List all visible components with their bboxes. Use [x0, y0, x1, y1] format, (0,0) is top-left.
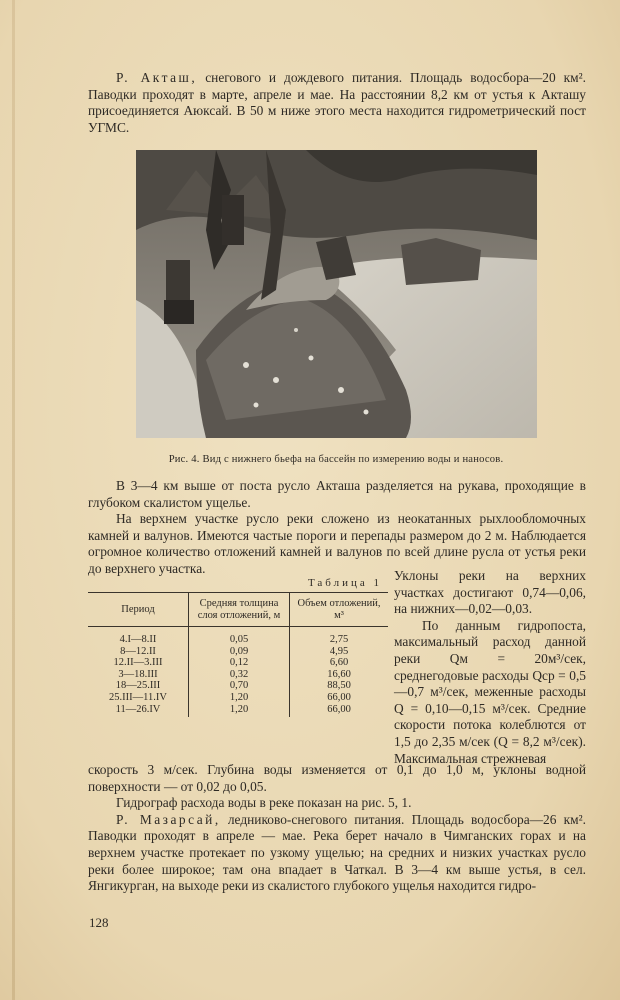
- cell-volume: 2,75: [290, 627, 389, 646]
- table-row: [88, 669, 388, 681]
- cell-volume: 16,60: [290, 669, 389, 681]
- side-column: [394, 568, 586, 767]
- cell-period: 3—18.III: [118, 668, 158, 680]
- cell-thickness: 0,09: [189, 646, 290, 658]
- figure-caption: Рис. 4. Вид с нижнего бьефа на бассейн по измерению воды и наносов.: [168, 454, 504, 465]
- cell-volume: 66,00: [290, 704, 389, 718]
- cell-period: 18—25.III: [115, 680, 161, 692]
- table-row: [88, 657, 388, 669]
- deposits-table: [88, 577, 388, 717]
- cell-thickness: 0,12: [189, 657, 290, 669]
- cell-period: 12.II—3.III: [113, 657, 163, 669]
- header-period: Период: [88, 593, 189, 627]
- paragraphs-lower: [88, 762, 586, 895]
- cell-period: 8—12.II: [120, 645, 156, 657]
- cell-thickness: 1,20: [189, 704, 290, 718]
- paragraph-aktash: [88, 70, 586, 136]
- cell-volume: 88,50: [290, 680, 389, 692]
- header-thickness: Средняя толщина слоя отложений, м: [189, 593, 290, 627]
- table-row: [88, 680, 388, 692]
- paragraphs-middle: [88, 478, 586, 578]
- river-name-aktash: Р. Акташ,: [116, 70, 198, 85]
- paragraph-upper-course: На верхнем участке русло реки сложено из неокатанных рыхлообломочных камней и валунов. Имеются частые пороги и перепады размером до 2 м. Наблюдается огромное количество отложений камней и валунов по всей длине русла от устья реки до верхнего участка.: [88, 511, 586, 576]
- table-title: Таблица 1: [307, 577, 382, 589]
- paragraph-hydrograph: Гидрограф расхода воды в реке показан на рис. 5, 1.: [116, 795, 412, 811]
- cell-period: 4.I—8.II: [119, 634, 157, 645]
- side-paragraph-slopes: Уклоны реки на верхних участках достигают 0,74—0,06, на нижних—0,02—0,03.: [394, 568, 586, 617]
- river-photo: [136, 150, 537, 438]
- river-name-mazarsai: Р. Мазарсай,: [116, 811, 221, 827]
- header-volume: Объем отложений, м³: [290, 593, 389, 627]
- side-paragraph-discharge: По данным гидропоста, максимальный расход данной реки Qм = 20м³/сек, среднегодовые расходы Qср = 0,5—0,7 м³/сек, меженные расходы Q = 0,10—0,15 м³/сек. Средние скорости потока колеблются от 1,5 до 2,35 м/сек (Q = 8,2 м³/сек). Максимальная стрежневая: [394, 617, 586, 766]
- paragraph-aktash-text: снегового и дождевого питания. Площадь водосбора—20 км². Паводки проходят в марте, апреле и мае. На расстоянии 8,2 км от устья к Акташу присоединяется Аюксай. В 50 м ниже этого места находится гидрометрический пост УГМС.: [88, 70, 586, 135]
- table-header-row: [88, 593, 388, 627]
- cell-thickness: 0,32: [189, 669, 290, 681]
- paragraph-mazarsai-text: ледниково-снегового питания. Площадь водосбора—26 км². Паводки проходят в апреле — мае. Река берет начало в Чимганских горах и на верхнем участке протекает по узкому ущелью; на средних и низких участках русло реки более широкое; там она впадает в Чаткал. В 3—4 км выше устья, в сел. Янгикурган, на выходе реки из скалистого глубокого ущелья находится гидро-: [88, 811, 586, 894]
- cell-thickness: 0,05: [189, 627, 290, 646]
- cell-thickness: 1,20: [189, 692, 290, 704]
- cell-thickness: 0,70: [189, 680, 290, 692]
- page-crease: [12, 0, 15, 1000]
- cell-period: 25.III—11.IV: [109, 691, 167, 703]
- paragraph-branches: В 3—4 км выше от поста русло Акташа разделяется на рукава, проходящие в глубоком скалистом ущелье.: [88, 478, 586, 510]
- deposits-table-grid: [88, 592, 388, 717]
- cell-volume: 66,00: [290, 692, 389, 704]
- table-row: [88, 646, 388, 658]
- table-row: [88, 627, 388, 646]
- table-row: [88, 692, 388, 704]
- cell-volume: 4,95: [290, 646, 389, 658]
- cell-volume: 6,60: [290, 657, 389, 669]
- cell-period: 11—26.IV: [115, 703, 161, 715]
- paragraph-velocity: скорость 3 м/сек. Глубина воды изменяется от 0,1 до 1,0 м, уклоны водной поверхности — от 0,02 до 0,05.: [88, 762, 586, 794]
- table-row: [88, 704, 388, 718]
- page-number: 128: [89, 915, 109, 930]
